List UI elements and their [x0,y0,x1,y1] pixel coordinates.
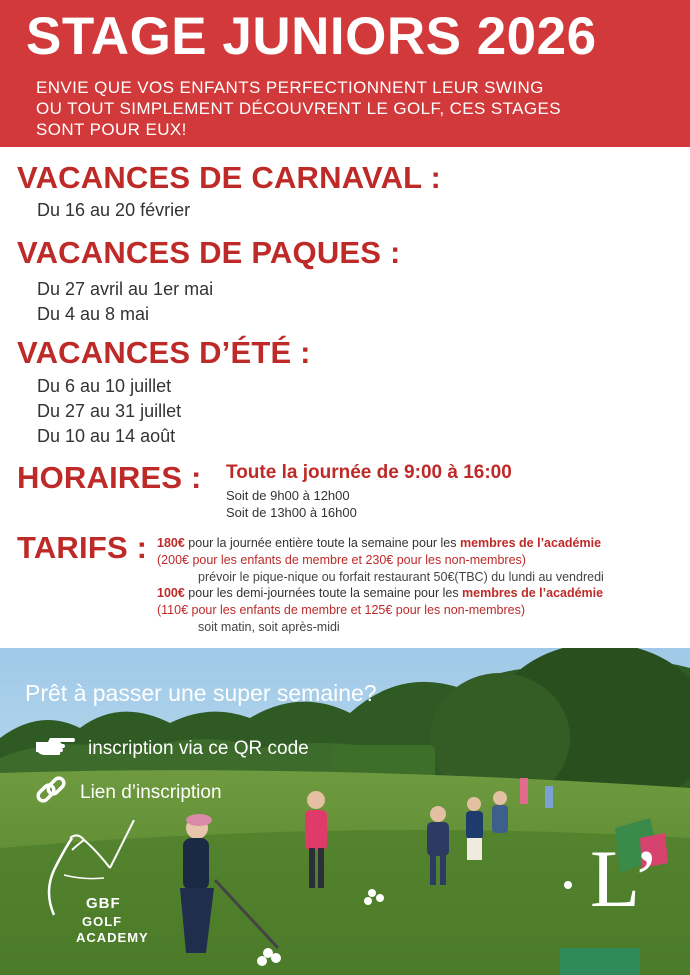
logo-gbf: GBF [86,895,121,912]
date-paques-2: Du 4 au 8 mai [37,304,150,324]
pointing-hand-icon [34,734,76,763]
tarif-full-day [157,536,601,550]
tarif-full-note: prévoir le pique-nique ou forfait restaurant 50€(TBC) du lundi au vendredi [198,570,604,584]
brand-mark-logo: L’ [590,833,660,924]
intro-line: OU TOUT SIMPLEMENT DÉCOUVRENT LE GOLF, CES STAGES [36,99,561,118]
date-ete-3: Du 10 au 14 août [37,426,176,446]
golfer-small [466,797,483,860]
date-paques-1: Du 27 avril au 1er mai [37,279,214,299]
registration-link-label: Lien d’inscription [80,781,222,803]
horaires-main: Toute la journée de 9:00 à 16:00 [226,462,512,483]
logo-academy: ACADEMY [76,930,149,945]
date-carnaval-1: Du 16 au 20 février [37,200,191,220]
tarif-half-note: soit matin, soit après-midi [198,620,340,634]
tarif-half-price: 100€ [157,586,185,600]
intro-text [36,77,636,140]
date-ete-2: Du 27 au 31 juillet [37,401,182,421]
tarif-full-price: 180€ [157,536,185,550]
tarif-half-day [157,586,603,600]
qr-code-row[interactable] [34,734,309,763]
date-ete-1: Du 6 au 10 juillet [37,376,172,396]
qr-code-label: inscription via ce QR code [88,737,309,759]
tarif-full-paren: (200€ pour les enfants de membre et 230€ pour les non-membres) [157,553,526,567]
horaires-afternoon: Soit de 13h00 à 16h00 [226,505,357,520]
tarif-full-text: pour la journée entière toute la semaine pour les [184,536,460,550]
section-title-horaires: HORAIRES : [17,460,202,495]
intro-line: ENVIE QUE VOS ENFANTS PERFECTIONNENT LEUR SWING [36,78,544,97]
section-title-paques: VACANCES DE PAQUES : [17,235,401,270]
logo-golf: GOLF [82,914,123,929]
intro-line: SONT POUR EUX! [36,120,187,139]
section-title-tarifs: TARIFS : [17,530,148,565]
header-banner [0,0,690,147]
golfer-far [492,791,508,833]
page-title: STAGE JUNIORS 2026 [26,7,597,66]
cta-heading: Prêt à passer une super semaine? [25,680,377,706]
section-title-carnaval: VACANCES DE CARNAVAL : [17,160,442,195]
tarif-half-text: pour les demi-journées toute la semaine pour les [184,586,463,600]
chain-link-icon [34,774,68,811]
tarif-half-paren: (110€ pour les enfants de membre et 125€ pour les non-membres) [157,603,526,617]
horaires-morning: Soit de 9h00 à 12h00 [226,488,350,503]
tarif-half-highlight: membres de l’académie [462,586,604,600]
section-title-ete: VACANCES D’ÉTÉ : [17,335,311,370]
tarif-full-highlight: membres de l’académie [459,536,602,550]
registration-link[interactable] [34,774,222,811]
